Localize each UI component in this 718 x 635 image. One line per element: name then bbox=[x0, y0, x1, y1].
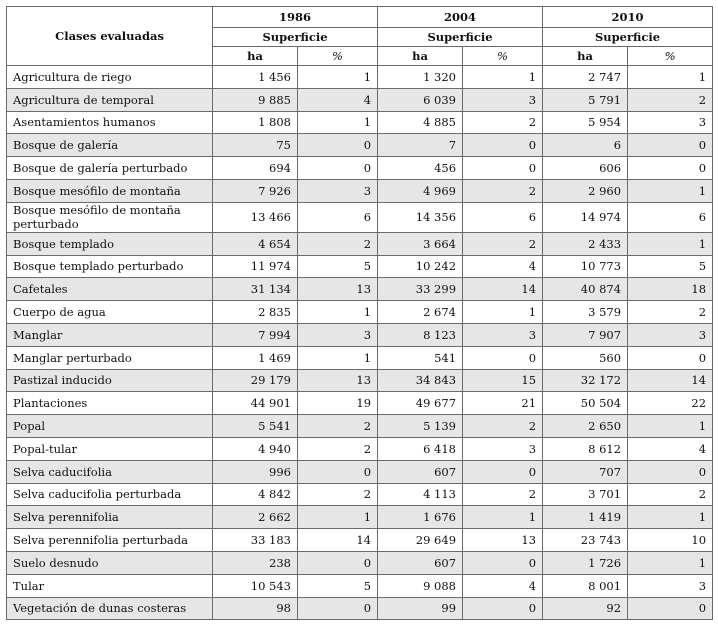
percent-cell: 13 bbox=[298, 278, 378, 301]
hectares-cell: 6 418 bbox=[378, 437, 463, 460]
hectares-cell: 2 674 bbox=[378, 301, 463, 324]
superficie-header: Superficie bbox=[378, 28, 543, 47]
class-name-cell: Bosque de galería bbox=[7, 134, 213, 157]
hectares-cell: 44 901 bbox=[213, 392, 298, 415]
hectares-cell: 14 974 bbox=[543, 202, 628, 232]
table-row bbox=[7, 437, 713, 460]
hectares-cell: 1 808 bbox=[213, 111, 298, 134]
hectares-cell: 456 bbox=[378, 157, 463, 180]
percent-cell: 1 bbox=[628, 232, 713, 255]
percent-cell: 1 bbox=[628, 66, 713, 89]
percent-cell: 14 bbox=[628, 369, 713, 392]
hectares-cell: 9 088 bbox=[378, 574, 463, 597]
year-header-2004: 2004 bbox=[378, 7, 543, 28]
percent-cell: 1 bbox=[628, 415, 713, 438]
hectares-cell: 541 bbox=[378, 346, 463, 369]
hectares-cell: 13 466 bbox=[213, 202, 298, 232]
percent-cell: 14 bbox=[298, 529, 378, 552]
table-row bbox=[7, 529, 713, 552]
hectares-cell: 11 974 bbox=[213, 255, 298, 278]
table-row bbox=[7, 415, 713, 438]
percent-cell: 1 bbox=[298, 66, 378, 89]
percent-cell: 4 bbox=[628, 437, 713, 460]
percent-cell: 1 bbox=[628, 506, 713, 529]
hectares-cell: 7 994 bbox=[213, 323, 298, 346]
hectares-cell: 33 299 bbox=[378, 278, 463, 301]
percent-cell: 5 bbox=[628, 255, 713, 278]
hectares-cell: 606 bbox=[543, 157, 628, 180]
hectares-cell: 5 139 bbox=[378, 415, 463, 438]
ha-header: ha bbox=[543, 47, 628, 66]
percent-cell: 22 bbox=[628, 392, 713, 415]
table-container bbox=[6, 6, 712, 620]
hectares-cell: 31 134 bbox=[213, 278, 298, 301]
hectares-cell: 5 541 bbox=[213, 415, 298, 438]
percent-cell: 1 bbox=[298, 111, 378, 134]
percent-cell: 1 bbox=[628, 179, 713, 202]
hectares-cell: 7 926 bbox=[213, 179, 298, 202]
hectares-cell: 8 001 bbox=[543, 574, 628, 597]
hectares-cell: 2 650 bbox=[543, 415, 628, 438]
percent-cell: 0 bbox=[298, 551, 378, 574]
class-name-cell: Agricultura de temporal bbox=[7, 88, 213, 111]
hectares-cell: 1 456 bbox=[213, 66, 298, 89]
table-row bbox=[7, 301, 713, 324]
hectares-cell: 4 654 bbox=[213, 232, 298, 255]
hectares-cell: 8 123 bbox=[378, 323, 463, 346]
percent-cell: 0 bbox=[298, 597, 378, 620]
percent-cell: 4 bbox=[463, 574, 543, 597]
hectares-cell: 4 842 bbox=[213, 483, 298, 506]
table-row bbox=[7, 111, 713, 134]
table-row bbox=[7, 134, 713, 157]
percent-cell: 1 bbox=[463, 301, 543, 324]
hectares-cell: 9 885 bbox=[213, 88, 298, 111]
percent-cell: 21 bbox=[463, 392, 543, 415]
table-row bbox=[7, 232, 713, 255]
hectares-cell: 707 bbox=[543, 460, 628, 483]
table-row bbox=[7, 597, 713, 620]
table-row bbox=[7, 551, 713, 574]
hectares-cell: 3 579 bbox=[543, 301, 628, 324]
hectares-cell: 4 885 bbox=[378, 111, 463, 134]
table-row bbox=[7, 392, 713, 415]
percent-cell: 2 bbox=[298, 415, 378, 438]
percent-cell: 2 bbox=[298, 437, 378, 460]
hectares-cell: 2 960 bbox=[543, 179, 628, 202]
hectares-cell: 4 969 bbox=[378, 179, 463, 202]
hectares-cell: 75 bbox=[213, 134, 298, 157]
percent-cell: 15 bbox=[463, 369, 543, 392]
class-name-cell: Agricultura de riego bbox=[7, 66, 213, 89]
percent-cell: 2 bbox=[463, 232, 543, 255]
percent-cell: 14 bbox=[463, 278, 543, 301]
table-row bbox=[7, 506, 713, 529]
ha-header: ha bbox=[378, 47, 463, 66]
table-row bbox=[7, 574, 713, 597]
class-name-cell: Manglar bbox=[7, 323, 213, 346]
hectares-cell: 10 543 bbox=[213, 574, 298, 597]
hectares-cell: 607 bbox=[378, 460, 463, 483]
percent-cell: 0 bbox=[628, 346, 713, 369]
percent-cell: 6 bbox=[298, 202, 378, 232]
percent-cell: 19 bbox=[298, 392, 378, 415]
ha-header: ha bbox=[213, 47, 298, 66]
percent-cell: 0 bbox=[628, 134, 713, 157]
table-row bbox=[7, 323, 713, 346]
table-row bbox=[7, 88, 713, 111]
class-name-cell: Selva perennifolia perturbada bbox=[7, 529, 213, 552]
percent-cell: 0 bbox=[628, 597, 713, 620]
table-row bbox=[7, 369, 713, 392]
percent-cell: 3 bbox=[463, 437, 543, 460]
class-name-cell: Cafetales bbox=[7, 278, 213, 301]
land-cover-table bbox=[6, 6, 713, 620]
hectares-cell: 23 743 bbox=[543, 529, 628, 552]
hectares-cell: 607 bbox=[378, 551, 463, 574]
hectares-cell: 33 183 bbox=[213, 529, 298, 552]
percent-cell: 2 bbox=[298, 232, 378, 255]
percent-cell: 3 bbox=[628, 111, 713, 134]
percent-cell: 13 bbox=[298, 369, 378, 392]
percent-cell: 0 bbox=[463, 460, 543, 483]
hectares-cell: 694 bbox=[213, 157, 298, 180]
table-row bbox=[7, 346, 713, 369]
hectares-cell: 29 179 bbox=[213, 369, 298, 392]
percent-cell: 3 bbox=[463, 323, 543, 346]
pct-header: % bbox=[298, 47, 378, 66]
hectares-cell: 2 433 bbox=[543, 232, 628, 255]
percent-cell: 3 bbox=[628, 574, 713, 597]
hectares-cell: 14 356 bbox=[378, 202, 463, 232]
hectares-cell: 1 469 bbox=[213, 346, 298, 369]
percent-cell: 5 bbox=[298, 255, 378, 278]
percent-cell: 0 bbox=[463, 551, 543, 574]
table-row bbox=[7, 278, 713, 301]
hectares-cell: 10 773 bbox=[543, 255, 628, 278]
class-name-cell: Plantaciones bbox=[7, 392, 213, 415]
percent-cell: 2 bbox=[463, 415, 543, 438]
percent-cell: 2 bbox=[298, 483, 378, 506]
hectares-cell: 34 843 bbox=[378, 369, 463, 392]
table-row bbox=[7, 66, 713, 89]
class-name-cell: Cuerpo de agua bbox=[7, 301, 213, 324]
percent-cell: 0 bbox=[463, 134, 543, 157]
hectares-cell: 29 649 bbox=[378, 529, 463, 552]
pct-header: % bbox=[463, 47, 543, 66]
hectares-cell: 32 172 bbox=[543, 369, 628, 392]
hectares-cell: 238 bbox=[213, 551, 298, 574]
percent-cell: 0 bbox=[628, 460, 713, 483]
percent-cell: 1 bbox=[463, 506, 543, 529]
percent-cell: 1 bbox=[463, 66, 543, 89]
percent-cell: 0 bbox=[463, 597, 543, 620]
percent-cell: 6 bbox=[463, 202, 543, 232]
percent-cell: 0 bbox=[463, 157, 543, 180]
class-name-cell: Suelo desnudo bbox=[7, 551, 213, 574]
percent-cell: 2 bbox=[628, 301, 713, 324]
class-name-cell: Bosque mesófilo de montaña perturbado bbox=[7, 202, 213, 232]
class-name-cell: Selva perennifolia bbox=[7, 506, 213, 529]
classes-header: Clases evaluadas bbox=[7, 7, 213, 66]
table-row bbox=[7, 157, 713, 180]
hectares-cell: 7 bbox=[378, 134, 463, 157]
class-name-cell: Bosque de galería perturbado bbox=[7, 157, 213, 180]
percent-cell: 2 bbox=[628, 88, 713, 111]
percent-cell: 2 bbox=[463, 179, 543, 202]
year-header-1986: 1986 bbox=[213, 7, 378, 28]
hectares-cell: 10 242 bbox=[378, 255, 463, 278]
percent-cell: 2 bbox=[628, 483, 713, 506]
percent-cell: 3 bbox=[298, 179, 378, 202]
hectares-cell: 92 bbox=[543, 597, 628, 620]
percent-cell: 6 bbox=[628, 202, 713, 232]
class-name-cell: Popal bbox=[7, 415, 213, 438]
percent-cell: 0 bbox=[298, 157, 378, 180]
table-header bbox=[7, 7, 713, 66]
table-row bbox=[7, 460, 713, 483]
table-row bbox=[7, 483, 713, 506]
class-name-cell: Bosque templado perturbado bbox=[7, 255, 213, 278]
hectares-cell: 996 bbox=[213, 460, 298, 483]
hectares-cell: 1 419 bbox=[543, 506, 628, 529]
class-name-cell: Asentamientos humanos bbox=[7, 111, 213, 134]
percent-cell: 0 bbox=[628, 157, 713, 180]
hectares-cell: 49 677 bbox=[378, 392, 463, 415]
table-body bbox=[7, 66, 713, 620]
percent-cell: 2 bbox=[463, 483, 543, 506]
hectares-cell: 4 113 bbox=[378, 483, 463, 506]
year-header-2010: 2010 bbox=[543, 7, 713, 28]
percent-cell: 2 bbox=[463, 111, 543, 134]
percent-cell: 4 bbox=[298, 88, 378, 111]
percent-cell: 0 bbox=[463, 346, 543, 369]
hectares-cell: 4 940 bbox=[213, 437, 298, 460]
pct-header: % bbox=[628, 47, 713, 66]
hectares-cell: 98 bbox=[213, 597, 298, 620]
hectares-cell: 6 bbox=[543, 134, 628, 157]
hectares-cell: 3 701 bbox=[543, 483, 628, 506]
hectares-cell: 2 747 bbox=[543, 66, 628, 89]
percent-cell: 0 bbox=[298, 134, 378, 157]
hectares-cell: 5 954 bbox=[543, 111, 628, 134]
hectares-cell: 99 bbox=[378, 597, 463, 620]
class-name-cell: Bosque mesófilo de montaña bbox=[7, 179, 213, 202]
percent-cell: 3 bbox=[628, 323, 713, 346]
class-name-cell: Bosque templado bbox=[7, 232, 213, 255]
hectares-cell: 8 612 bbox=[543, 437, 628, 460]
class-name-cell: Vegetación de dunas costeras bbox=[7, 597, 213, 620]
hectares-cell: 1 676 bbox=[378, 506, 463, 529]
superficie-header: Superficie bbox=[543, 28, 713, 47]
class-name-cell: Selva caducifolia bbox=[7, 460, 213, 483]
hectares-cell: 5 791 bbox=[543, 88, 628, 111]
class-name-cell: Selva caducifolia perturbada bbox=[7, 483, 213, 506]
table-row bbox=[7, 179, 713, 202]
percent-cell: 10 bbox=[628, 529, 713, 552]
percent-cell: 1 bbox=[298, 506, 378, 529]
percent-cell: 1 bbox=[628, 551, 713, 574]
hectares-cell: 3 664 bbox=[378, 232, 463, 255]
hectares-cell: 2 835 bbox=[213, 301, 298, 324]
superficie-header: Superficie bbox=[213, 28, 378, 47]
table-row bbox=[7, 255, 713, 278]
table-row bbox=[7, 202, 713, 232]
percent-cell: 18 bbox=[628, 278, 713, 301]
hectares-cell: 1 726 bbox=[543, 551, 628, 574]
hectares-cell: 560 bbox=[543, 346, 628, 369]
hectares-cell: 6 039 bbox=[378, 88, 463, 111]
percent-cell: 1 bbox=[298, 346, 378, 369]
hectares-cell: 50 504 bbox=[543, 392, 628, 415]
hectares-cell: 7 907 bbox=[543, 323, 628, 346]
class-name-cell: Manglar perturbado bbox=[7, 346, 213, 369]
class-name-cell: Popal-tular bbox=[7, 437, 213, 460]
hectares-cell: 1 320 bbox=[378, 66, 463, 89]
percent-cell: 3 bbox=[463, 88, 543, 111]
percent-cell: 5 bbox=[298, 574, 378, 597]
class-name-cell: Pastizal inducido bbox=[7, 369, 213, 392]
hectares-cell: 40 874 bbox=[543, 278, 628, 301]
percent-cell: 0 bbox=[298, 460, 378, 483]
percent-cell: 1 bbox=[298, 301, 378, 324]
percent-cell: 4 bbox=[463, 255, 543, 278]
percent-cell: 3 bbox=[298, 323, 378, 346]
percent-cell: 13 bbox=[463, 529, 543, 552]
class-name-cell: Tular bbox=[7, 574, 213, 597]
hectares-cell: 2 662 bbox=[213, 506, 298, 529]
